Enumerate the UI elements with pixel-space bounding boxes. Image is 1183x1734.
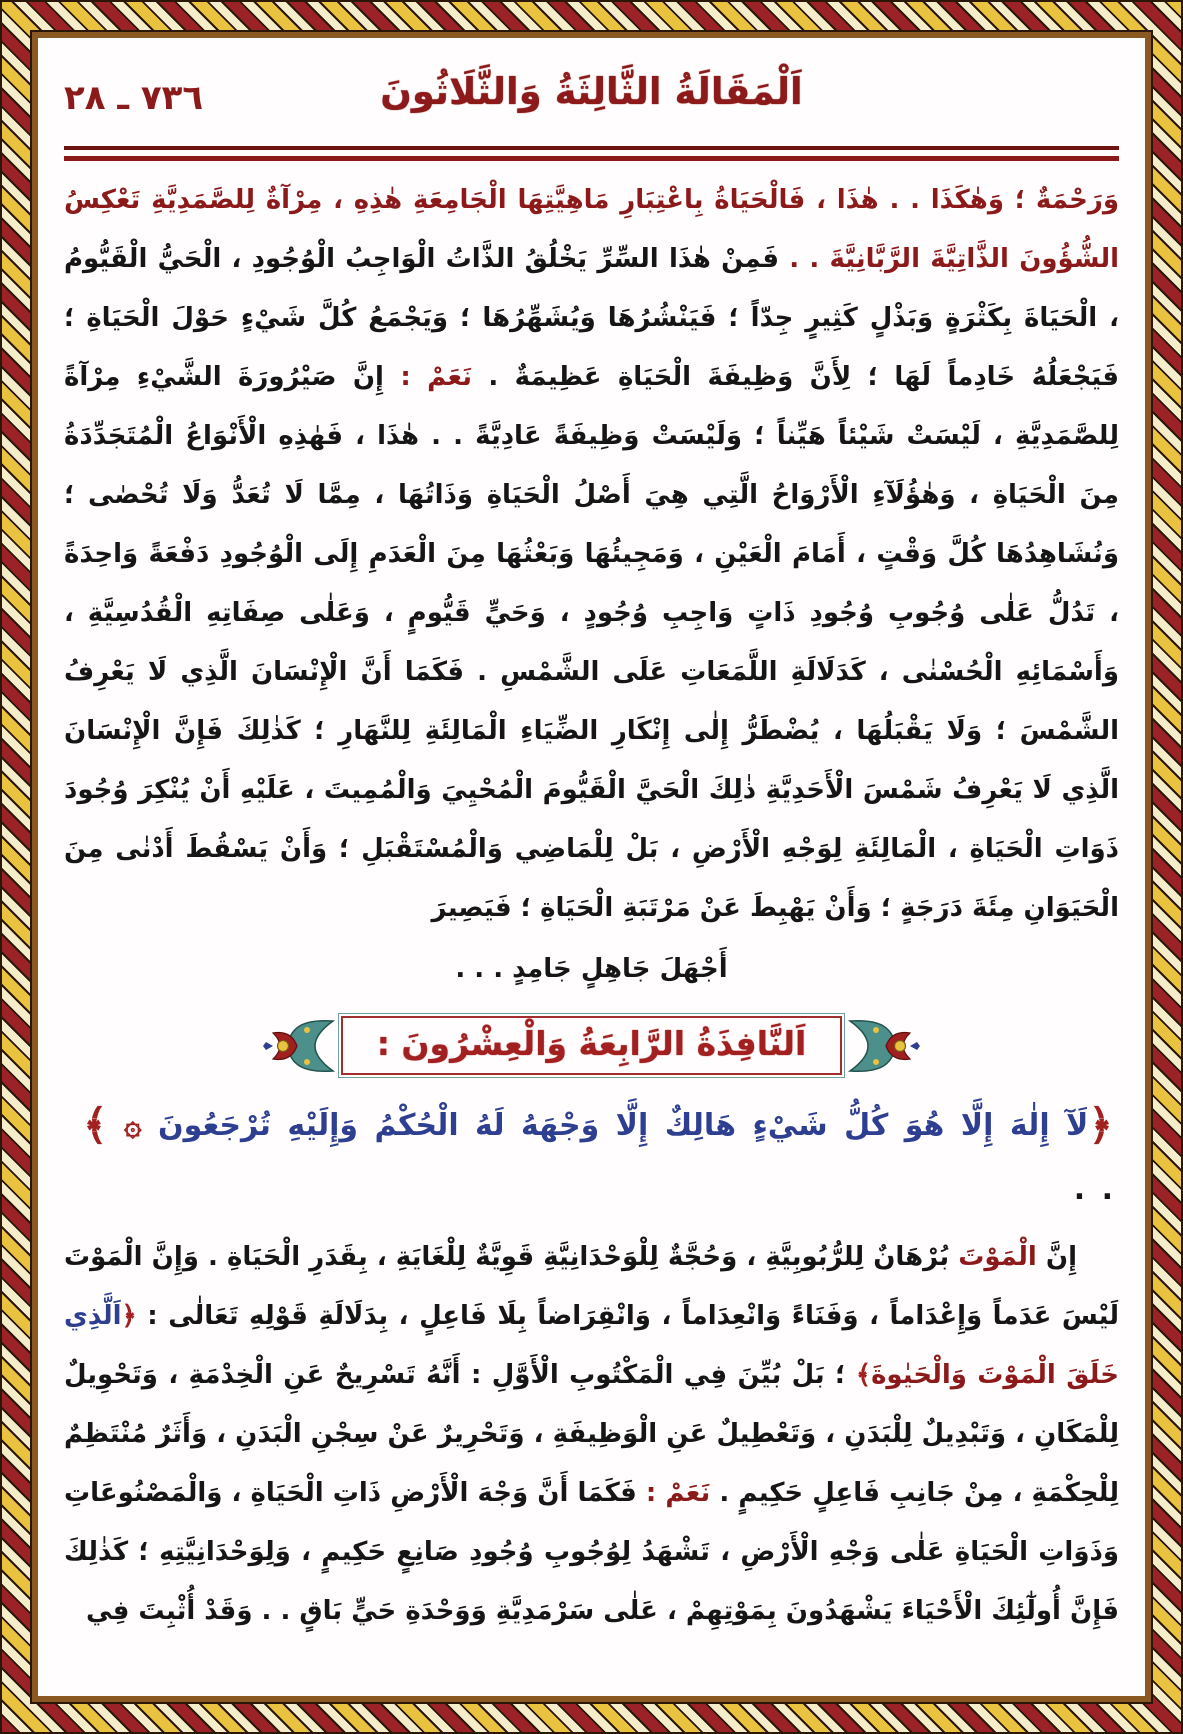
floral-ornament-icon [848, 1017, 920, 1075]
red-keyword-death: الْمَوْتَ [958, 1242, 1037, 1272]
paragraph-life-mirror [64, 171, 1119, 938]
body-text-run: إِنَّ [1036, 1242, 1077, 1272]
chain-border-frame [2, 2, 1181, 1732]
paragraph-death-proof [64, 1228, 1119, 1641]
red-lead-text: وَرَحْمَةٌ ؛ وَهٰكَذَا . . هٰذَا ، فَالْحَيَاةُ بِاعْتِبَارِ مَاهِيَّتِهَا الْجَامِعَةِ هٰذِهِ ، مِرْآةٌ لِلصَّمَدِيَّةِ تَعْكِسُ الشُّؤُونَ الذَّاتِيَّةَ الرَّبَّانِيَّةَ . . [64, 185, 1119, 274]
page-header [64, 68, 1119, 142]
quran-verse-line [64, 1093, 1113, 1222]
window-heading-title: اَلنَّافِذَةُ الرَّابِعَةُ وَالْعِشْرُونَ : [376, 1024, 807, 1063]
verse-close-bracket: ﴾ [82, 1100, 108, 1149]
page-title: اَلْمَقَالَةُ الثَّالِثَةُ وَالثَّلَاثُونَ [380, 70, 803, 113]
inline-close-bracket: ﴾ [855, 1360, 872, 1390]
body-text-run: ؛ بَلْ بُيِّنَ فِي الْمَكْتُوبِ الْأَوَّلِ : أَنَّهُ تَسْرِيحٌ عَنِ الْخِدْمَةِ ، وَتَحْوِيلٌ لِلْمَكَانِ ، وَتَبْدِيلٌ لِلْبَدَنِ ، وَتَعْطِيلٌ عَنِ الْوَظِيفَةِ ، وَتَحْرِيرٌ عَنْ سِجْنِ الْبَدَنِ ، وَأَثَرٌ مُنْتَظِمٌ لِلْحِكْمَةِ ، مِنْ جَانِبِ فَاعِلٍ حَكِيمٍ . [64, 1360, 1119, 1508]
window-heading-box [341, 1016, 843, 1075]
page-content-area [32, 32, 1151, 1702]
body-text-run: إِنَّ صَيْرُورَةَ الشَّيْءِ مِرْآةً لِلصَّمَدِيَّةِ ، لَيْسَتْ شَيْئاً هَيِّناً ؛ وَلَيْسَتْ وَظِيفَةً عَادِيَّةً . . هٰذَا ، فَهٰذِهِ الْأَنْوَاعُ الْمُتَجَدِّدَةُ مِنَ الْحَيَاةِ ، وَهٰؤُلَآءِ الْأَرْوَاحُ الَّتِي هِيَ أَصْلُ الْحَيَاةِ وَذَاتُهَا ، مِمَّا لَا تُعَدُّ وَلَا تُحْصٰى ؛ وَنُشَاهِدُهَا كُلَّ وَقْتٍ ، أَمَامَ الْعَيْنِ ، وَمَجِيئُهَا وَبَعْثُهَا مِنَ الْعَدَمِ إِلَى الْوُجُودِ دَفْعَةً وَاحِدَةً ، تَدُلُّ عَلٰى وُجُوبِ وُجُودِ ذَاتٍ وَاجِبِ وُجُودٍ ، وَحَيٍّ قَيُّومٍ ، وَعَلٰى صِفَاتِهِ الْقُدُسِيَّةِ ، وَأَسْمَائِهِ الْحُسْنٰى ، كَدَلَالَةِ اللَّمَعَاتِ عَلَى الشَّمْسِ . فَكَمَا أَنَّ الْإِنْسَانَ الَّذِي لَا يَعْرِفُ الشَّمْسَ ؛ وَلَا يَقْبَلُهَا ، يُضْطَرُّ إِلٰى إِنْكَارِ الضِّيَاءِ الْمَالِئَةِ لِلنَّهَارِ ؛ كَذٰلِكَ فَإِنَّ الْإِنْسَانَ الَّذِي لَا يَعْرِفُ شَمْسَ الْأَحَدِيَّةِ ذٰلِكَ الْحَيَّ الْقَيُّومَ الْمُحْيِيَ وَالْمُمِيتَ ، عَلَيْهِ أَنْ يُنْكِرَ وُجُودَ ذَوَاتِ الْحَيَاةِ ، الْمَالِئَةِ لِوَجْهِ الْأَرْضِ ، بَلْ لِلْمَاضِي وَالْمُسْتَقْبَلِ ؛ وَأَنْ يَسْقُطَ أَدْنٰى مِنَ الْحَيَوَانِ مِئَةَ دَرَجَةٍ ؛ وَأَنْ يَهْبِطَ عَنْ مَرْتَبَةِ الْحَيَاةِ ؛ فَيَصِيرَ [64, 362, 1119, 923]
verse-text: لَآ إِلٰهَ إِلَّا هُوَ كُلُّ شَيْءٍ هَالِكٌ إِلَّا وَجْهَهُ لَهُ الْحُكْمُ وَإِلَيْهِ تُرْجَعُونَ [158, 1108, 1089, 1143]
header-divider-rule [64, 146, 1119, 161]
naam-marker: نَعَمْ : [383, 362, 472, 392]
body-text-run: فَكَمَا أَنَّ وَجْهَ الْأَرْضِ ذَاتِ الْحَيَاةِ ، وَالْمَصْنُوعَاتِ وَذَوَاتِ الْحَيَاةِ عَلٰى وَجْهِ الْأَرْضِ ، تَشْهَدُ لِوُجُوبِ وُجُودِ صَانِعٍ حَكِيمٍ ، وَلِوَحْدَانِيَّتِهِ ؛ كَذٰلِكَ فَإِنَّ أُولٰٓئِكَ الْأَحْيَاءَ يَشْهَدُونَ بِمَوْتِهِمْ ، عَلٰى سَرْمَدِيَّةِ وَوَحْدَةِ حَيٍّ بَاقٍ . . وَقَدْ أُثْبِتَ فِي [64, 1478, 1119, 1626]
verse-trailing-dots: . . [1073, 1172, 1113, 1207]
section-banner [64, 1016, 1119, 1075]
naam-marker: نَعَمْ : [636, 1478, 711, 1508]
inline-quote-red: خَلَقَ الْمَوْتَ وَالْحَيٰوةَ [871, 1360, 1120, 1390]
paragraph-closing-line: أَجْهَلَ جَاهِلٍ جَامِدٍ . . . [455, 954, 728, 984]
verse-rosette-icon: ۞ [107, 1108, 159, 1143]
page-number: ٧٣٦ ـ ٢٨ [64, 78, 204, 118]
body-text-run: فَمِنْ هٰذَا السِّرِّ يَخْلُقُ الذَّاتُ الْوَاجِبُ الْوُجُودِ ، الْحَيُّ الْقَيُّومُ ، الْحَيَاةَ بِكَثْرَةٍ وَبَذْلٍ كَثِيرٍ جِدّاً ؛ فَيَنْشُرُهَا وَيُشَهِّرُهَا ؛ وَيَجْمَعُ كُلَّ شَيْءٍ حَوْلَ الْحَيَاةِ ؛ فَيَجْعَلُهُ خَادِماً لَهَا ؛ لِأَنَّ وَظِيفَةَ الْحَيَاةِ عَظِيمَةٌ . [64, 244, 1119, 392]
inline-quote-blue: اَلَّذِي [64, 1301, 122, 1331]
verse-open-bracket: ﴿ [1088, 1100, 1113, 1149]
inline-open-bracket: ﴿ [121, 1301, 137, 1331]
floral-ornament-icon [263, 1017, 335, 1075]
body-text-run: بُرْهَانٌ لِلرُّبُوبِيَّةِ ، وَحُجَّةٌ لِلْوَحْدَانِيَّةِ قَوِيَّةٌ لِلْغَايَةِ ، بِقَدَرِ الْحَيَاةِ . وَإِنَّ الْمَوْتَ لَيْسَ عَدَماً وَإِعْدَاماً ، وَفَنَاءً وَانْعِدَاماً ، وَانْقِرَاضاً بِلَا فَاعِلٍ ، بِدَلَالَةِ قَوْلِهِ تَعَالٰى : [64, 1242, 1119, 1331]
